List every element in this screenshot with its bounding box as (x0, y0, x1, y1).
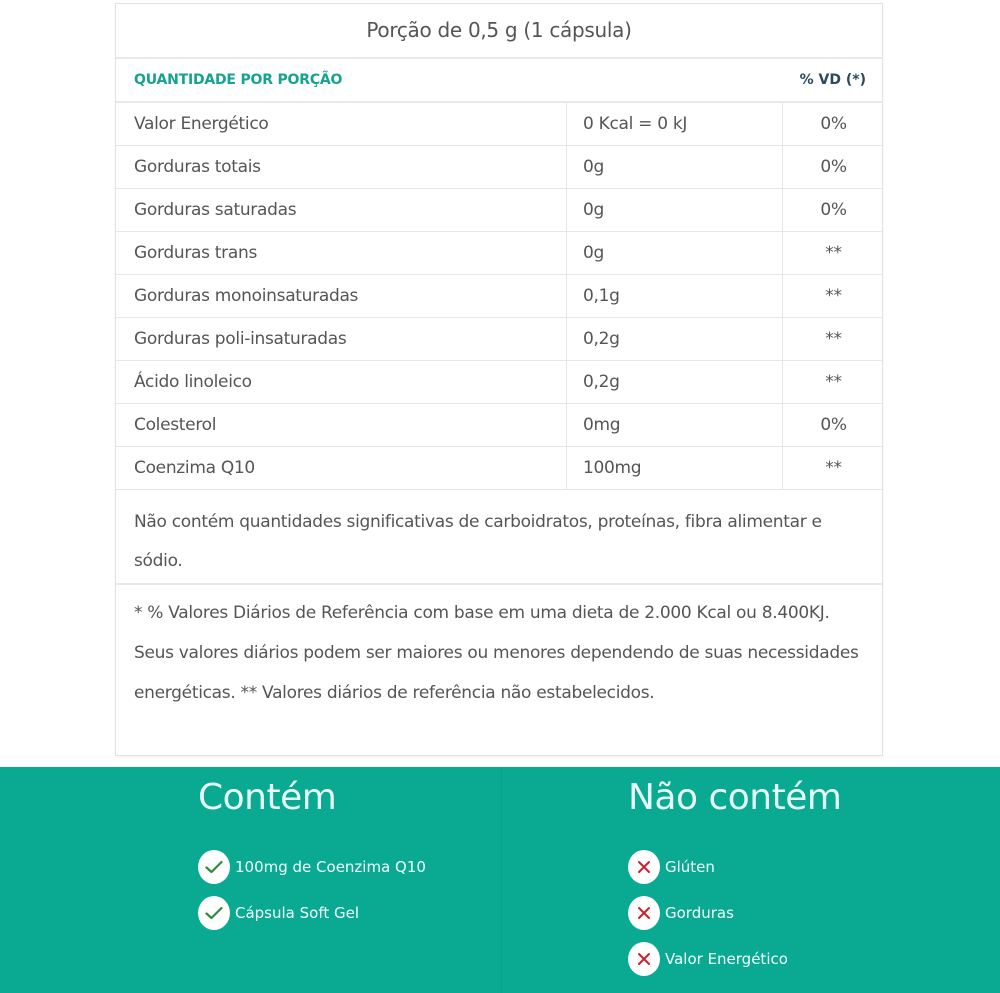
table-row (116, 275, 882, 318)
nutrient-dv: ** (825, 372, 842, 392)
ingredients-band (0, 767, 1000, 993)
nutrient-label: Gorduras totais (116, 146, 567, 188)
check-icon (198, 896, 230, 930)
contains-section (0, 767, 502, 993)
item-label: Glúten (665, 858, 715, 876)
x-icon (628, 896, 660, 930)
nutrient-dv: 0% (820, 200, 847, 220)
x-icon (628, 850, 660, 884)
list-item (198, 850, 426, 884)
contains-title: Contém (198, 777, 337, 818)
nutrition-table (115, 3, 883, 756)
nutrient-dv: 0% (820, 157, 847, 177)
list-item (628, 942, 788, 976)
nutrient-dv: ** (825, 329, 842, 349)
nutrient-value: 100mg (567, 447, 783, 489)
table-row (116, 103, 882, 146)
nutrient-label: Valor Energético (116, 103, 567, 145)
list-item (198, 896, 426, 930)
nutrient-value: 0,2g (567, 318, 783, 360)
not-contains-list (628, 850, 788, 988)
not-contains-title: Não contém (628, 777, 842, 818)
item-label: Gorduras (665, 904, 734, 922)
nutrient-label: Ácido linoleico (116, 361, 567, 403)
contains-list (198, 850, 426, 942)
table-row (116, 447, 882, 490)
nutrient-value: 0g (567, 189, 783, 231)
check-icon (198, 850, 230, 884)
item-label: Valor Energético (665, 950, 788, 968)
nutrient-label: Colesterol (116, 404, 567, 446)
nutrient-label: Coenzima Q10 (116, 447, 567, 489)
nutrient-dv: ** (825, 243, 842, 263)
table-row (116, 318, 882, 361)
nutrient-label: Gorduras monoinsaturadas (116, 275, 567, 317)
nutrient-value: 0,1g (567, 275, 783, 317)
nutrient-dv: 0% (820, 415, 847, 435)
item-label: Cápsula Soft Gel (235, 904, 360, 922)
header-quantity: QUANTIDADE POR PORÇÃO (134, 72, 343, 88)
nutrient-value: 0mg (567, 404, 783, 446)
nutrient-label: Gorduras trans (116, 232, 567, 274)
serving-size: Porção de 0,5 g (1 cápsula) (116, 4, 882, 59)
list-item (628, 850, 788, 884)
nutrient-label: Gorduras saturadas (116, 189, 567, 231)
nutrient-dv: ** (825, 458, 842, 478)
table-row (116, 404, 882, 447)
table-footnote: * % Valores Diários de Referência com base em uma dieta de 2.000 Kcal ou 8.400KJ. Seus valores diários podem ser maiores ou menores dependendo de suas necessidades energéticas. ** Valores diários de referência não estabelecidos. (134, 603, 859, 703)
x-icon (628, 942, 660, 976)
nutrient-label: Gorduras poli-insaturadas (116, 318, 567, 360)
table-header (116, 59, 882, 103)
list-item (628, 896, 788, 930)
header-daily-value: % VD (*) (799, 72, 866, 88)
nutrient-dv: ** (825, 286, 842, 306)
table-note: Não contém quantidades significativas de carboidratos, proteínas, fibra alimentar e sódio. (116, 490, 882, 585)
not-contains-section (502, 767, 1000, 993)
nutrient-dv: 0% (820, 114, 847, 134)
nutrient-value: 0 Kcal = 0 kJ (567, 103, 783, 145)
table-row (116, 361, 882, 404)
table-row (116, 189, 882, 232)
nutrient-value: 0g (567, 232, 783, 274)
nutrient-value: 0g (567, 146, 783, 188)
nutrient-value: 0,2g (567, 361, 783, 403)
table-row (116, 232, 882, 275)
table-row (116, 146, 882, 189)
item-label: 100mg de Coenzima Q10 (235, 858, 426, 876)
